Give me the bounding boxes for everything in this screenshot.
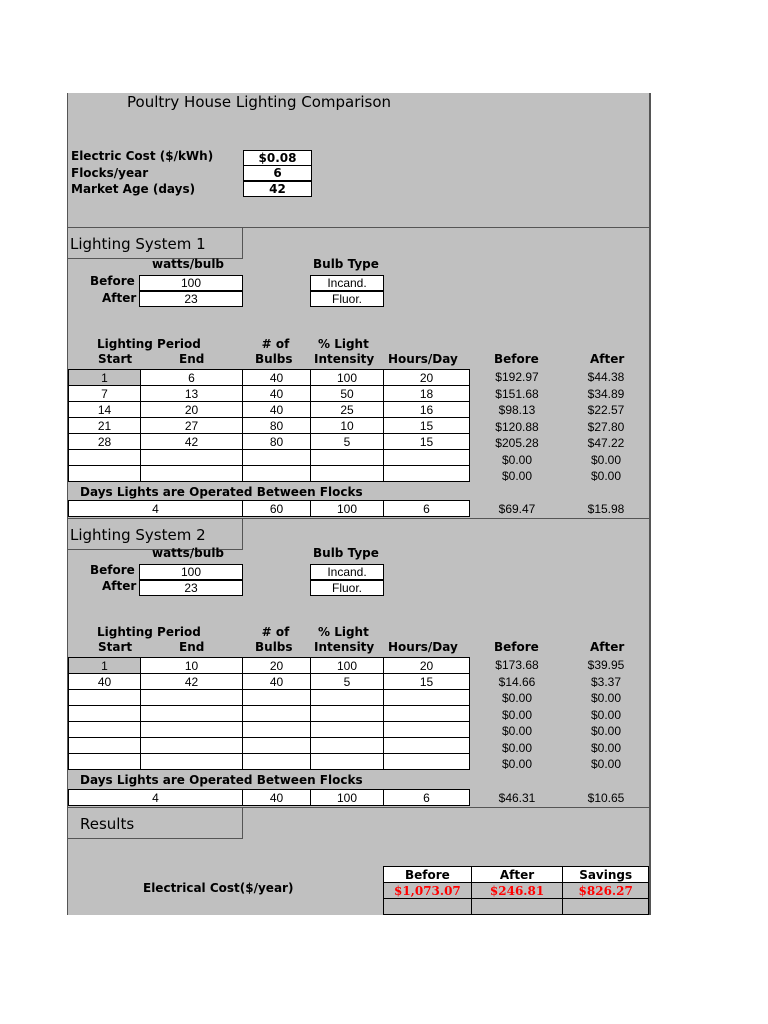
hours-input[interactable] bbox=[384, 450, 470, 466]
electric-cost-label: Electric Cost ($/kWh) bbox=[71, 149, 214, 163]
intensity-input[interactable]: 25 bbox=[311, 402, 384, 418]
between-intensity-input[interactable]: 100 bbox=[311, 790, 384, 806]
cost-after-value: $0.00 bbox=[590, 707, 622, 722]
period-end-input[interactable]: 20 bbox=[141, 402, 243, 418]
end-header: End bbox=[179, 352, 205, 366]
between-bulbs-input[interactable]: 60 bbox=[243, 501, 311, 517]
period-end-input[interactable]: 42 bbox=[141, 674, 243, 690]
results-empty-cell bbox=[563, 899, 649, 915]
period-start-input[interactable] bbox=[69, 738, 141, 754]
cost-after-value: $47.22 bbox=[587, 436, 625, 450]
cost-after-value: $0.00 bbox=[590, 757, 622, 771]
cost-after-value: $22.57 bbox=[587, 403, 625, 417]
table-row bbox=[69, 418, 470, 434]
system2-watts-before-input[interactable]: 100 bbox=[139, 564, 243, 580]
results-after-value: $246.81 bbox=[471, 883, 563, 899]
period-end-input[interactable] bbox=[141, 466, 243, 482]
system2-bulb-after-input[interactable]: Fluor. bbox=[310, 580, 384, 596]
system2-period-table bbox=[68, 657, 470, 770]
between-cost-after: $10.65 bbox=[587, 791, 625, 805]
intensity-input[interactable] bbox=[311, 754, 384, 770]
cost-before-value: $0.00 bbox=[501, 469, 533, 483]
period-end-input[interactable] bbox=[141, 706, 243, 722]
system1-title: Lighting System 1 bbox=[68, 227, 243, 259]
cost-after-value: $0.00 bbox=[590, 740, 622, 755]
watts-header: watts/bulb bbox=[152, 257, 225, 271]
market-age-input[interactable]: 42 bbox=[243, 181, 312, 197]
spreadsheet-sheet bbox=[67, 93, 651, 915]
period-start-input[interactable]: 7 bbox=[69, 386, 141, 402]
table-row bbox=[69, 466, 470, 482]
intensity-input[interactable]: 100 bbox=[311, 658, 384, 674]
intensity-input[interactable] bbox=[311, 450, 384, 466]
period-end-input[interactable]: 42 bbox=[141, 434, 243, 450]
period-start-input[interactable] bbox=[69, 706, 141, 722]
flocks-label: Flocks/year bbox=[71, 166, 149, 180]
intensity-input[interactable]: 100 bbox=[311, 370, 384, 386]
system1-watts-before-input[interactable]: 100 bbox=[139, 275, 243, 291]
cost-after-value: $3.37 bbox=[590, 674, 622, 689]
system1-bulb-after-input[interactable]: Fluor. bbox=[310, 291, 384, 307]
bulbs-input[interactable]: 40 bbox=[243, 402, 311, 418]
between-cost-before: $46.31 bbox=[498, 791, 536, 805]
hours-input[interactable]: 15 bbox=[384, 418, 470, 434]
bulbs-input[interactable]: 80 bbox=[243, 418, 311, 434]
table-row bbox=[69, 674, 470, 690]
cost-before-value: $0.00 bbox=[501, 707, 533, 722]
cost-before-header: Before bbox=[494, 352, 539, 366]
bulbs-input[interactable]: 40 bbox=[243, 674, 311, 690]
intensity-header: Intensity bbox=[314, 352, 375, 366]
hours-input[interactable]: 16 bbox=[384, 402, 470, 418]
between-days-input[interactable]: 4 bbox=[69, 790, 243, 806]
intensity-input[interactable]: 5 bbox=[311, 434, 384, 450]
bulbs-input[interactable] bbox=[243, 738, 311, 754]
results-before-value: $1,073.07 bbox=[384, 883, 472, 899]
cost-before-value: $173.68 bbox=[495, 658, 539, 672]
bulbs-input[interactable] bbox=[243, 722, 311, 738]
cost-after-value: $0.00 bbox=[590, 724, 622, 738]
hours-input[interactable]: 15 bbox=[384, 674, 470, 690]
between-flocks-label: Days Lights are Operated Between Flocks bbox=[80, 485, 363, 499]
table-row bbox=[69, 386, 470, 402]
end-header: End bbox=[179, 640, 205, 654]
table-row bbox=[69, 706, 470, 722]
table-row bbox=[69, 434, 470, 450]
table-row bbox=[69, 738, 470, 754]
market-age-label: Market Age (days) bbox=[71, 182, 196, 196]
cost-before-value: $0.00 bbox=[501, 724, 533, 738]
bulbs-input[interactable] bbox=[243, 690, 311, 706]
bulbs-input[interactable] bbox=[243, 450, 311, 466]
period-start-input[interactable] bbox=[69, 722, 141, 738]
between-hours-input[interactable]: 6 bbox=[384, 790, 470, 806]
bulbs-input[interactable] bbox=[243, 754, 311, 770]
electric-cost-input[interactable]: $0.08 bbox=[243, 150, 312, 166]
cost-after-value: $0.00 bbox=[590, 469, 622, 483]
system2-divider bbox=[243, 518, 649, 519]
period-end-input[interactable]: 13 bbox=[141, 386, 243, 402]
after-label: After bbox=[102, 579, 137, 593]
results-savings-value: $826.27 bbox=[563, 883, 649, 899]
intensity-input[interactable] bbox=[311, 466, 384, 482]
system1-bulb-before-input[interactable]: Incand. bbox=[310, 275, 384, 291]
system2-watts-after-input[interactable]: 23 bbox=[139, 580, 243, 596]
table-row bbox=[69, 450, 470, 466]
between-cost-before: $69.47 bbox=[498, 502, 536, 516]
before-label: Before bbox=[90, 563, 135, 577]
results-table bbox=[383, 866, 649, 915]
cost-before-value: $192.97 bbox=[495, 370, 539, 384]
period-start-input[interactable] bbox=[69, 466, 141, 482]
results-empty-cell bbox=[384, 899, 472, 915]
intensity-input[interactable]: 10 bbox=[311, 418, 384, 434]
system2-bulb-before-input[interactable]: Incand. bbox=[310, 564, 384, 580]
period-end-input[interactable]: 27 bbox=[141, 418, 243, 434]
system1-between-flocks-row bbox=[68, 500, 470, 517]
page-title: Poultry House Lighting Comparison bbox=[127, 93, 392, 111]
period-end-input[interactable]: 6 bbox=[141, 370, 243, 386]
cost-after-value: $0.00 bbox=[590, 452, 622, 467]
hours-day-header: Hours/Day bbox=[388, 640, 458, 654]
system1-divider bbox=[243, 227, 649, 228]
bulb-type-header: Bulb Type bbox=[313, 257, 379, 271]
bulbs-input[interactable] bbox=[243, 466, 311, 482]
period-start-input[interactable]: 1 bbox=[69, 658, 141, 674]
results-title: Results bbox=[68, 807, 243, 839]
table-row bbox=[69, 402, 470, 418]
period-end-input[interactable] bbox=[141, 450, 243, 466]
between-intensity-input[interactable]: 100 bbox=[311, 501, 384, 517]
cost-before-header: Before bbox=[494, 640, 539, 654]
intensity-input[interactable] bbox=[311, 722, 384, 738]
table-row bbox=[69, 690, 470, 706]
bulbs-header: Bulbs bbox=[255, 640, 293, 654]
intensity-input[interactable]: 5 bbox=[311, 674, 384, 690]
table-row bbox=[69, 722, 470, 738]
hours-input[interactable] bbox=[384, 690, 470, 706]
results-after-header: After bbox=[471, 867, 563, 883]
between-bulbs-input[interactable]: 40 bbox=[243, 790, 311, 806]
bulb-type-header: Bulb Type bbox=[313, 546, 379, 560]
period-end-input[interactable] bbox=[141, 738, 243, 754]
table-row bbox=[69, 658, 470, 674]
between-hours-input[interactable]: 6 bbox=[384, 501, 470, 517]
cost-after-value: $27.80 bbox=[587, 419, 625, 434]
pct-light-header: % Light bbox=[318, 337, 369, 351]
flocks-input[interactable]: 6 bbox=[243, 165, 312, 181]
period-start-input[interactable] bbox=[69, 690, 141, 706]
cost-before-value: $14.66 bbox=[498, 674, 536, 689]
cost-before-value: $120.88 bbox=[495, 419, 539, 434]
hours-input[interactable]: 15 bbox=[384, 434, 470, 450]
between-days-input[interactable]: 4 bbox=[69, 501, 243, 517]
period-start-input[interactable]: 28 bbox=[69, 434, 141, 450]
hours-input[interactable] bbox=[384, 754, 470, 770]
period-start-input[interactable] bbox=[69, 450, 141, 466]
watts-header: watts/bulb bbox=[152, 546, 225, 560]
start-header: Start bbox=[98, 352, 133, 366]
cost-after-header: After bbox=[590, 640, 625, 654]
results-divider bbox=[243, 807, 649, 808]
lighting-period-header: Lighting Period bbox=[97, 625, 201, 639]
system2-between-flocks-row bbox=[68, 789, 470, 806]
bulbs-input[interactable]: 80 bbox=[243, 434, 311, 450]
cost-after-value: $34.89 bbox=[587, 386, 625, 401]
hours-input[interactable]: 18 bbox=[384, 386, 470, 402]
period-start-input[interactable]: 1 bbox=[69, 370, 141, 386]
cost-before-value: $0.00 bbox=[501, 757, 533, 771]
period-start-input[interactable] bbox=[69, 754, 141, 770]
results-savings-header: Savings bbox=[563, 867, 649, 883]
lighting-period-header: Lighting Period bbox=[97, 337, 201, 351]
period-start-input[interactable]: 21 bbox=[69, 418, 141, 434]
intensity-input[interactable]: 50 bbox=[311, 386, 384, 402]
cost-before-value: $98.13 bbox=[498, 403, 536, 417]
electrical-cost-label: Electrical Cost($/year) bbox=[143, 881, 294, 895]
hours-input[interactable] bbox=[384, 706, 470, 722]
hours-input[interactable]: 20 bbox=[384, 658, 470, 674]
bulbs-header: Bulbs bbox=[255, 352, 293, 366]
hours-input[interactable] bbox=[384, 738, 470, 754]
bulbs-input[interactable]: 40 bbox=[243, 386, 311, 402]
between-flocks-label: Days Lights are Operated Between Flocks bbox=[80, 773, 363, 787]
intensity-input[interactable] bbox=[311, 690, 384, 706]
system1-period-table bbox=[68, 369, 470, 482]
table-row bbox=[69, 370, 470, 386]
hours-day-header: Hours/Day bbox=[388, 352, 458, 366]
period-end-input[interactable] bbox=[141, 722, 243, 738]
pct-light-header: % Light bbox=[318, 625, 369, 639]
before-label: Before bbox=[90, 274, 135, 288]
system1-watts-after-input[interactable]: 23 bbox=[139, 291, 243, 307]
cost-after-value: $44.38 bbox=[587, 370, 625, 384]
cost-before-value: $205.28 bbox=[495, 436, 539, 450]
bulbs-input[interactable]: 20 bbox=[243, 658, 311, 674]
intensity-input[interactable] bbox=[311, 738, 384, 754]
table-row bbox=[69, 754, 470, 770]
between-cost-after: $15.98 bbox=[587, 502, 625, 516]
intensity-input[interactable] bbox=[311, 706, 384, 722]
num-of-header: # of bbox=[261, 337, 290, 351]
hours-input[interactable]: 20 bbox=[384, 370, 470, 386]
cost-after-value: $0.00 bbox=[590, 691, 622, 705]
start-header: Start bbox=[98, 640, 133, 654]
period-end-input[interactable] bbox=[141, 754, 243, 770]
after-label: After bbox=[102, 291, 137, 305]
cost-before-value: $0.00 bbox=[501, 691, 533, 705]
period-end-input[interactable]: 10 bbox=[141, 658, 243, 674]
results-before-header: Before bbox=[384, 867, 472, 883]
cost-after-header: After bbox=[590, 352, 625, 366]
cost-before-value: $0.00 bbox=[501, 452, 533, 467]
period-start-input[interactable]: 14 bbox=[69, 402, 141, 418]
period-start-input[interactable]: 40 bbox=[69, 674, 141, 690]
hours-input[interactable] bbox=[384, 466, 470, 482]
results-empty-cell bbox=[471, 899, 563, 915]
cost-before-value: $0.00 bbox=[501, 740, 533, 755]
cost-before-value: $151.68 bbox=[495, 386, 539, 401]
bulbs-input[interactable] bbox=[243, 706, 311, 722]
bulbs-input[interactable]: 40 bbox=[243, 370, 311, 386]
system2-title: Lighting System 2 bbox=[68, 518, 243, 550]
hours-input[interactable] bbox=[384, 722, 470, 738]
cost-after-value: $39.95 bbox=[587, 658, 625, 672]
intensity-header: Intensity bbox=[314, 640, 375, 654]
num-of-header: # of bbox=[261, 625, 290, 639]
period-end-input[interactable] bbox=[141, 690, 243, 706]
